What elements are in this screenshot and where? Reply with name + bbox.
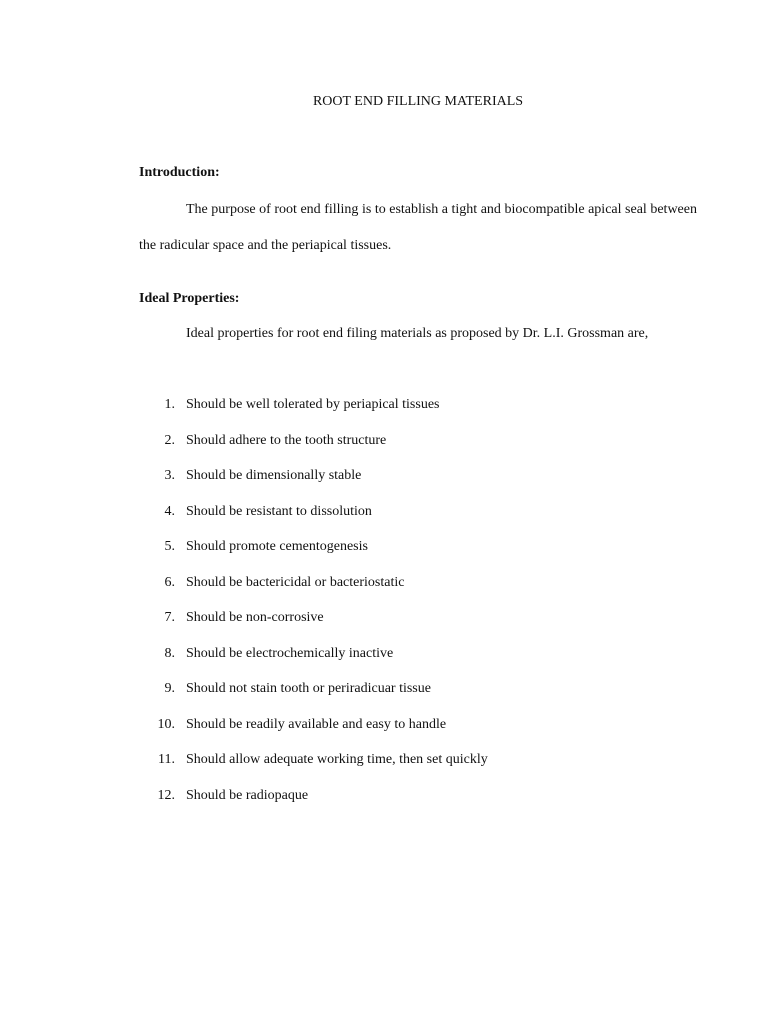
list-item-text: Should be non-corrosive: [186, 610, 324, 625]
list-item: [139, 678, 697, 714]
list-item-text: Should be electrochemically inactive: [186, 645, 394, 661]
list-item-number: 4.: [164, 503, 175, 519]
list-item: [139, 714, 697, 750]
list-item: [139, 394, 697, 430]
list-item-text: Should be readily available and easy to handle: [186, 716, 447, 732]
list-item-number: 10.: [157, 716, 175, 732]
section-heading-ideal-properties: Ideal Properties:: [139, 291, 240, 306]
paragraph-text: The purpose of root end filling is to establish a tight and biocompatible apical seal between the radicular space and the periapical tissues.: [139, 202, 697, 253]
list-item-text: Should be resistant to dissolution: [186, 503, 372, 519]
list-item-number: 7.: [164, 610, 175, 625]
list-item-number: 11.: [158, 752, 175, 767]
list-item: [139, 572, 697, 608]
list-item-number: 9.: [164, 681, 175, 696]
list-item-text: Should not stain tooth or periradicuar tissue: [186, 681, 431, 696]
ideal-properties-list: [139, 394, 697, 820]
list-item-text: Should adhere to the tooth structure: [186, 432, 387, 448]
list-item-number: 3.: [164, 468, 175, 483]
list-item-number: 12.: [157, 787, 175, 803]
list-item: [139, 430, 697, 466]
list-item: [139, 749, 697, 785]
list-item-text: Should be bactericidal or bacteriostatic: [186, 574, 405, 590]
list-item: [139, 465, 697, 501]
paragraph-text: Ideal properties for root end filing materials as proposed by Dr. L.I. Grossman are,: [186, 326, 649, 341]
list-item: [139, 501, 697, 537]
list-item: [139, 607, 697, 643]
document-title: ROOT END FILLING MATERIALS: [312, 94, 524, 109]
list-item-text: Should be dimensionally stable: [186, 468, 362, 483]
section-heading-introduction: Introduction:: [139, 165, 220, 180]
list-item-text: Should allow adequate working time, then set quickly: [186, 752, 488, 767]
list-item-text: Should be radiopaque: [186, 787, 309, 803]
list-item-number: 5.: [164, 539, 175, 554]
list-item-number: 8.: [164, 645, 175, 661]
list-item-number: 1.: [164, 397, 175, 412]
list-item-text: Should promote cementogenesis: [186, 539, 368, 554]
list-item-number: 6.: [164, 574, 175, 590]
list-item-number: 2.: [164, 432, 175, 448]
list-item: [139, 785, 697, 821]
list-item-text: Should be well tolerated by periapical tissues: [186, 397, 440, 412]
list-item: [139, 536, 697, 572]
list-item: [139, 643, 697, 679]
section-paragraph-ideal-properties: [139, 316, 697, 352]
section-paragraph-introduction: [139, 192, 697, 263]
